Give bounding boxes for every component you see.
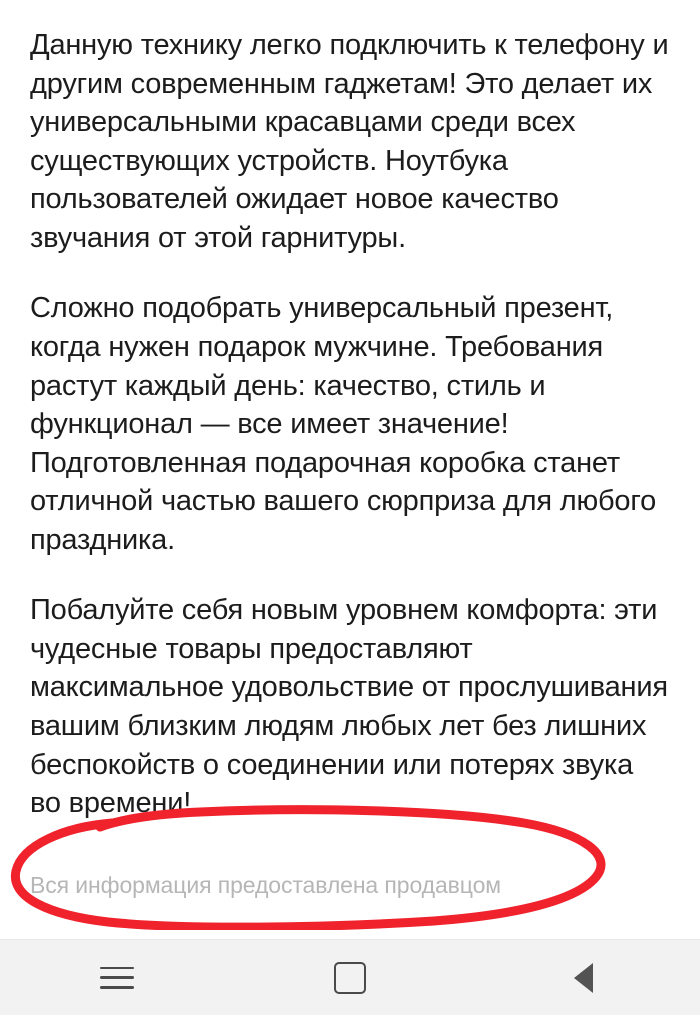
android-navigation-bar: [0, 939, 700, 1015]
home-square-icon: [334, 962, 366, 994]
recents-button[interactable]: [77, 948, 157, 1008]
menu-icon: [100, 967, 134, 989]
home-button[interactable]: [310, 948, 390, 1008]
back-button[interactable]: [543, 948, 623, 1008]
seller-disclaimer: Вся информация предоставлена продавцом: [30, 872, 501, 898]
paragraph-1: Данную технику легко подключить к телефону и другим современным гаджетам! Это делает их универсальными красавцами среди всех существующих устройств. Ноутбука пользователей ожидает новое качество звучания от этой гарнитуры.: [30, 29, 669, 254]
paragraph-3: Побалуйте себя новым уровнем комфорта: эти чудесные товары предоставляют максимальное удовольствие от прослушивания вашим близким людям любых лет без лишних беспокойств о соединении или потерях звука во времени!: [30, 594, 668, 820]
back-triangle-icon: [568, 963, 598, 993]
paragraph-2: Сложно подобрать универсальный презент, когда нужен подарок мужчине. Требования растут каждый день: качество, стиль и функционал — все имеет значение! Подготовленная подарочная коробка станет отличной частью вашего сюрприза для любого праздника.: [30, 292, 657, 556]
